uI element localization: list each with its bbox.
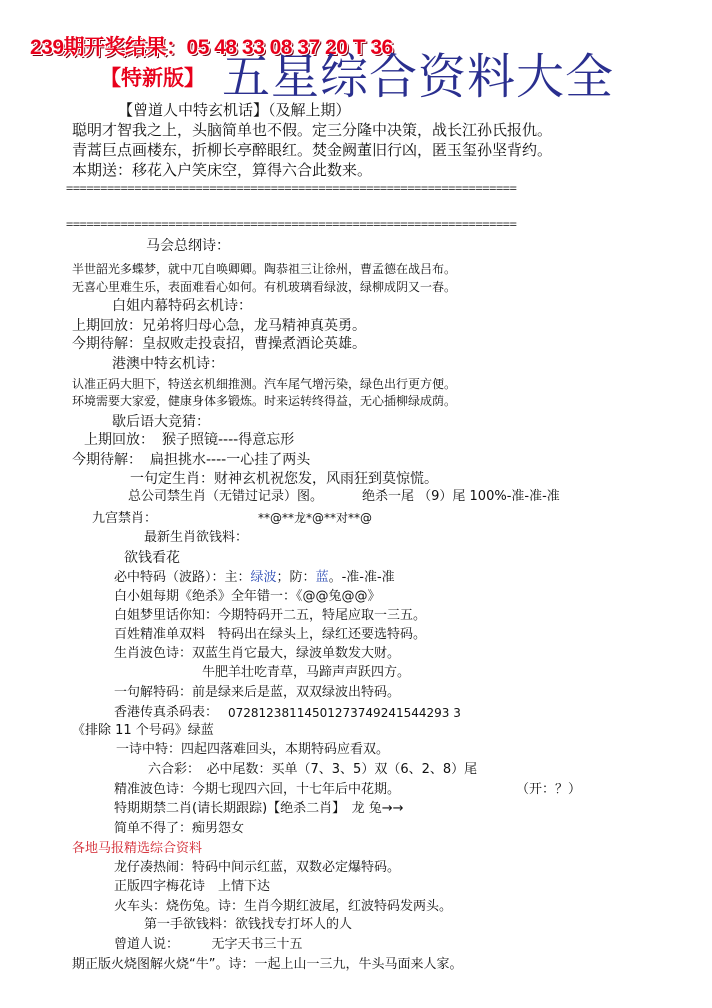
hk-fax-label: 香港传真杀码表： (114, 705, 219, 720)
body-line: 白小姐每期《绝杀》全年错一：《@@兔@@》 (114, 589, 381, 604)
body-line: 牛肥羊壮吃青草，马蹄声声跃四方。 (202, 665, 411, 680)
body-line: 火车头：烧伤兔。诗：生肖今期红波尾，红波特码发两头。 (114, 899, 453, 914)
body-line: 一诗中特：四起四落难回头，本期特码应看双。 (116, 742, 390, 757)
open-mark: （开：？） (516, 782, 582, 797)
wave-guard: 蓝 (315, 570, 329, 585)
body-line: 龙仔凑热闹：特码中间示红蓝，双数必定爆特码。 (114, 860, 401, 875)
body-line: 精准波色诗：今期七现四六回，十七年后中花期。 (114, 782, 401, 797)
section-heading-gangao: 港澳中特玄机诗： (112, 356, 224, 372)
wave-main-label: 主： (224, 570, 251, 585)
curr-label: 今期待解： (72, 452, 142, 468)
body-line: 一句解特码：前是绿来后是蓝，双双绿波出特码。 (114, 685, 401, 700)
section-heading-zengdaoren: 【曾道人中特玄机话】（及解上期） (118, 101, 351, 119)
draw-result-banner: 239期开奖结果：05 48 33 08 37 20 T 36 (30, 36, 393, 59)
hk-fax-value: 07281238114501273749241544293 3 (228, 706, 461, 720)
body-line: 环境需要大家爱，健康身体多锻炼。时来运转终得益，无心插柳绿成荫。 (72, 394, 457, 408)
company-ban: 总公司禁生肖（无错过记录）图。 (128, 489, 324, 504)
kill-tail: 绝杀一尾 （9）尾 100%-准-准-准 (362, 489, 560, 504)
page-title: 五星综合资料大全 (222, 49, 615, 105)
body-line: 一句定生肖：财神玄机祝您发，风雨狂到莫惊慌。 (130, 471, 438, 487)
body-line: 曾道人说： 无字天书三十五 (114, 937, 303, 952)
body-line: 青蒿巨点画楼东，折柳长亭醉眼红。焚金阙董旧行凶，匿玉玺孙坚背约。 (72, 141, 553, 159)
body-line: 半世韶光多蝶梦，就中兀自唤卿卿。陶恭祖三让徐州，曹孟德在战吕布。 (72, 262, 457, 276)
nine-palace-label: 九宫禁肖： (92, 511, 158, 526)
body-line: 认准正码大胆下，特送玄机细推测。汽车尾气增污染，绿色出行更方便。 (72, 377, 457, 391)
section-heading-mahui: 马会总纲诗： (146, 238, 230, 254)
wave-tail: 。-准-准-准 (328, 570, 395, 585)
body-line: 白姐梦里话你知：今期特码开二五，特尾应取一三五。 (114, 608, 427, 623)
six-colors-line: 六合彩： 必中尾数：买单（7、3、5）双（6、2、8）尾 (148, 762, 478, 777)
body-line: 生肖波色诗：双蓝生肖它最大，绿波单数发大财。 (114, 646, 401, 661)
curr-value: 扁担挑水----一心挂了两头 (150, 452, 311, 468)
prev-label: 上期回放： (84, 432, 154, 448)
separator-line: ================================================================== (66, 181, 517, 195)
special-edition-label: 【特新版】 (100, 66, 205, 90)
wave-guard-label: ；防： (276, 570, 316, 585)
body-line: 特期期禁二肖(请长期跟踪)【绝杀二肖】 龙 兔→→ (114, 801, 404, 816)
body-line: 今期待解：皇叔败走投袁招，曹操煮酒论英雄。 (72, 336, 366, 352)
body-line: 简单不得了：痴男怨女 (114, 821, 245, 836)
section-heading-xiehouyu: 歇后语大竞猜： (112, 414, 210, 430)
section-heading-baijie: 白姐内幕特码玄机诗： (112, 298, 252, 314)
newest-value: 欲钱看花 (124, 550, 180, 566)
body-line: 本期送：移花入户笑床空，算得六合此数来。 (72, 161, 373, 179)
separator-line: ================================================================== (66, 217, 517, 231)
body-line: 聪明才智我之上，头脑简单也不假。定三分隆中决策，战长江孙氏报仇。 (72, 121, 553, 139)
exclude-line: 《排除 11 个号码》绿蓝 (72, 723, 214, 738)
nine-palace-value: **@**龙*@**对**@ (258, 511, 373, 525)
body-line: 期正版火烧图解火烧“牛”。诗：一起上山一三九，牛头马面来人家。 (72, 957, 463, 972)
newest-heading: 最新生肖欲钱料： (144, 530, 249, 545)
prev-value: 猴子照镜----得意忘形 (162, 432, 295, 448)
body-line: 百姓精准单双料 特码出在绿头上，绿红还要选特码。 (114, 627, 427, 642)
body-line: 上期回放：兄弟将归母心急，龙马精神真英勇。 (72, 318, 366, 334)
body-line: 第一手欲钱料：欲钱找专打坏人的人 (144, 917, 353, 932)
wave-main: 绿波 (250, 570, 277, 585)
region-title: 各地马报精选综合资料 (72, 841, 203, 856)
wave-line (114, 571, 395, 586)
body-line: 正版四字梅花诗 上情下达 (114, 879, 271, 894)
body-line: 无喜心里难生乐，表面难看心如何。有机玻璃看绿波，绿柳成阴又一春。 (72, 280, 457, 294)
wave-label: 必中特码（波路）： (114, 570, 225, 585)
